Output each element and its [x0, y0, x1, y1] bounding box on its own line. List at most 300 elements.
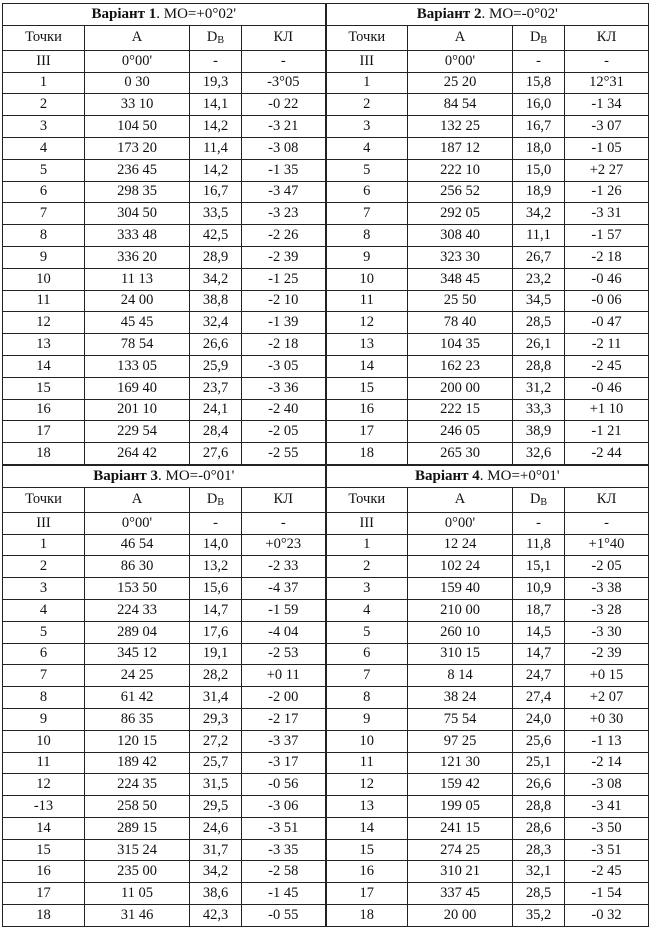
azimuth-cell: 200 00 — [408, 377, 513, 399]
point-cell: 11 — [326, 752, 408, 774]
kl-cell: -0 47 — [565, 312, 649, 334]
point-cell: 10 — [326, 268, 408, 290]
table-row — [3, 817, 649, 839]
distance-cell: 23,7 — [190, 377, 242, 399]
kl-cell: -3 51 — [565, 839, 649, 861]
kl-cell: -1 05 — [565, 137, 649, 159]
kl-cell: -2 44 — [565, 443, 649, 465]
kl-cell: -3 23 — [242, 203, 326, 225]
header-distance-letter: D — [529, 29, 541, 46]
point-cell: 8 — [3, 225, 85, 247]
distance-cell: 34,2 — [513, 203, 565, 225]
kl-cell: -2 05 — [242, 421, 326, 443]
station-cell: - — [190, 512, 242, 534]
point-cell: 16 — [3, 399, 85, 421]
kl-cell: -1 13 — [565, 730, 649, 752]
distance-cell: 11,1 — [513, 225, 565, 247]
kl-cell: -3 07 — [565, 116, 649, 138]
table-row — [3, 621, 649, 643]
point-cell: 11 — [326, 290, 408, 312]
point-cell: 7 — [3, 665, 85, 687]
point-cell: 18 — [326, 443, 408, 465]
distance-cell: 18,0 — [513, 137, 565, 159]
kl-cell: -2 39 — [565, 643, 649, 665]
distance-cell: 28,6 — [513, 817, 565, 839]
station-cell: - — [190, 50, 242, 72]
azimuth-cell: 304 50 — [85, 203, 190, 225]
kl-cell: -3 41 — [565, 796, 649, 818]
variant-name: Варіант 2 — [416, 5, 482, 22]
kl-cell: -3 05 — [242, 355, 326, 377]
table-row — [3, 268, 649, 290]
distance-cell: 31,4 — [190, 687, 242, 709]
point-cell: 9 — [3, 708, 85, 730]
kl-cell: +1°40 — [565, 534, 649, 556]
point-cell: 11 — [3, 752, 85, 774]
point-cell: 13 — [326, 796, 408, 818]
azimuth-cell: 121 30 — [408, 752, 513, 774]
distance-cell: 38,9 — [513, 421, 565, 443]
kl-cell: -2 55 — [242, 443, 326, 465]
kl-cell: -4 37 — [242, 578, 326, 600]
kl-cell: -0 46 — [565, 377, 649, 399]
point-cell: 14 — [3, 817, 85, 839]
kl-cell: -2 14 — [565, 752, 649, 774]
azimuth-cell: 265 30 — [408, 443, 513, 465]
point-cell: 5 — [3, 621, 85, 643]
point-cell: 12 — [3, 774, 85, 796]
point-cell: 3 — [3, 578, 85, 600]
distance-cell: 26,6 — [513, 774, 565, 796]
station-cell: ІІІ — [3, 50, 85, 72]
station-row — [3, 512, 649, 534]
distance-cell: 14,1 — [190, 94, 242, 116]
distance-cell: 27,4 — [513, 687, 565, 709]
kl-cell: -2 18 — [242, 334, 326, 356]
azimuth-cell: 24 00 — [85, 290, 190, 312]
kl-cell: -1 45 — [242, 883, 326, 905]
azimuth-cell: 310 21 — [408, 861, 513, 883]
table-row — [3, 246, 649, 268]
distance-cell: 31,2 — [513, 377, 565, 399]
table-row — [3, 861, 649, 883]
distance-cell: 28,8 — [513, 355, 565, 377]
variant-separator: . — [157, 467, 162, 484]
station-cell: - — [513, 50, 565, 72]
kl-cell: +0 15 — [565, 665, 649, 687]
station-cell: 0°00' — [408, 512, 513, 534]
distance-cell: 35,2 — [513, 905, 565, 927]
point-cell: 14 — [326, 817, 408, 839]
distance-cell: 26,1 — [513, 334, 565, 356]
azimuth-cell: 298 35 — [85, 181, 190, 203]
kl-cell: -1 21 — [565, 421, 649, 443]
azimuth-cell: 229 54 — [85, 421, 190, 443]
azimuth-cell: 308 40 — [408, 225, 513, 247]
station-cell: 0°00' — [85, 512, 190, 534]
distance-cell: 13,2 — [190, 556, 242, 578]
distance-cell: 28,8 — [513, 796, 565, 818]
point-cell: 12 — [326, 312, 408, 334]
distance-cell: 32,1 — [513, 861, 565, 883]
azimuth-cell: 12 24 — [408, 534, 513, 556]
kl-cell: -0 06 — [565, 290, 649, 312]
distance-cell: 16,7 — [513, 116, 565, 138]
distance-cell: 15,0 — [513, 159, 565, 181]
azimuth-cell: 159 40 — [408, 578, 513, 600]
table-row — [3, 443, 649, 465]
point-cell: -13 — [3, 796, 85, 818]
distance-cell: 26,6 — [190, 334, 242, 356]
table-row — [3, 687, 649, 709]
kl-cell: -3 31 — [565, 203, 649, 225]
header-distance — [513, 487, 565, 512]
azimuth-cell: 337 45 — [408, 883, 513, 905]
station-cell: ІІІ — [3, 512, 85, 534]
point-cell: 14 — [326, 355, 408, 377]
variant-separator: . — [479, 467, 484, 484]
point-cell: 2 — [3, 94, 85, 116]
distance-cell: 28,3 — [513, 839, 565, 861]
azimuth-cell: 20 00 — [408, 905, 513, 927]
azimuth-cell: 187 12 — [408, 137, 513, 159]
azimuth-cell: 345 12 — [85, 643, 190, 665]
distance-cell: 29,5 — [190, 796, 242, 818]
distance-cell: 28,9 — [190, 246, 242, 268]
table-row — [3, 643, 649, 665]
azimuth-cell: 210 00 — [408, 599, 513, 621]
distance-cell: 31,5 — [190, 774, 242, 796]
azimuth-cell: 348 45 — [408, 268, 513, 290]
variant-mo: МО=-0°01' — [165, 467, 235, 484]
point-cell: 4 — [3, 599, 85, 621]
azimuth-cell: 274 25 — [408, 839, 513, 861]
point-cell: 4 — [326, 137, 408, 159]
kl-cell: -1 54 — [565, 883, 649, 905]
point-cell: 6 — [326, 643, 408, 665]
table-row — [3, 578, 649, 600]
distance-cell: 11,8 — [513, 534, 565, 556]
azimuth-cell: 104 35 — [408, 334, 513, 356]
table-row — [3, 534, 649, 556]
table-row — [3, 72, 649, 94]
point-cell: 1 — [3, 72, 85, 94]
point-cell: 14 — [3, 355, 85, 377]
azimuth-cell: 260 10 — [408, 621, 513, 643]
distance-cell: 17,6 — [190, 621, 242, 643]
point-cell: 5 — [326, 159, 408, 181]
azimuth-cell: 132 25 — [408, 116, 513, 138]
point-cell: 17 — [326, 883, 408, 905]
point-cell: 4 — [326, 599, 408, 621]
distance-cell: 11,4 — [190, 137, 242, 159]
distance-cell: 14,5 — [513, 621, 565, 643]
header-distance — [513, 25, 565, 50]
header-point: Точки — [3, 487, 85, 512]
distance-cell: 24,6 — [190, 817, 242, 839]
point-cell: 2 — [3, 556, 85, 578]
point-cell: 6 — [3, 181, 85, 203]
table-row — [3, 312, 649, 334]
kl-cell: -3 47 — [242, 181, 326, 203]
kl-cell: -0 46 — [565, 268, 649, 290]
header-distance-subscript: В — [540, 497, 548, 509]
header-azimuth: А — [85, 25, 190, 50]
point-cell: 4 — [3, 137, 85, 159]
variant-title — [3, 465, 326, 487]
point-cell: 15 — [326, 839, 408, 861]
distance-cell: 32,6 — [513, 443, 565, 465]
kl-cell: -2 17 — [242, 708, 326, 730]
kl-cell: -0 22 — [242, 94, 326, 116]
column-header-row — [3, 487, 649, 512]
header-distance-subscript: В — [217, 35, 225, 47]
distance-cell: 27,2 — [190, 730, 242, 752]
distance-cell: 26,7 — [513, 246, 565, 268]
station-row — [3, 50, 649, 72]
distance-cell: 19,3 — [190, 72, 242, 94]
header-distance-subscript: В — [540, 35, 548, 47]
distance-cell: 14,0 — [190, 534, 242, 556]
point-cell: 12 — [3, 312, 85, 334]
station-cell: 0°00' — [408, 50, 513, 72]
point-cell: 16 — [326, 861, 408, 883]
table-row — [3, 137, 649, 159]
point-cell: 15 — [3, 377, 85, 399]
point-cell: 7 — [3, 203, 85, 225]
table-row — [3, 159, 649, 181]
distance-cell: 14,7 — [513, 643, 565, 665]
azimuth-cell: 8 14 — [408, 665, 513, 687]
distance-cell: 16,7 — [190, 181, 242, 203]
azimuth-cell: 246 05 — [408, 421, 513, 443]
distance-cell: 25,1 — [513, 752, 565, 774]
table-row — [3, 290, 649, 312]
distance-cell: 19,1 — [190, 643, 242, 665]
azimuth-cell: 11 05 — [85, 883, 190, 905]
kl-cell: -1 34 — [565, 94, 649, 116]
distance-cell: 25,7 — [190, 752, 242, 774]
azimuth-cell: 0 30 — [85, 72, 190, 94]
header-point: Точки — [3, 25, 85, 50]
distance-cell: 27,6 — [190, 443, 242, 465]
header-azimuth: А — [85, 487, 190, 512]
table-row — [3, 665, 649, 687]
point-cell: 18 — [3, 905, 85, 927]
kl-cell: 12°31 — [565, 72, 649, 94]
table-row — [3, 377, 649, 399]
table-row — [3, 334, 649, 356]
azimuth-cell: 289 04 — [85, 621, 190, 643]
distance-cell: 18,7 — [513, 599, 565, 621]
variant-separator: . — [156, 5, 160, 22]
distance-cell: 14,7 — [190, 599, 242, 621]
point-cell: 17 — [326, 421, 408, 443]
azimuth-cell: 201 10 — [85, 399, 190, 421]
kl-cell: -3 21 — [242, 116, 326, 138]
variant-title — [3, 4, 326, 26]
azimuth-cell: 61 42 — [85, 687, 190, 709]
distance-cell: 15,1 — [513, 556, 565, 578]
kl-cell: -2 33 — [242, 556, 326, 578]
point-cell: 9 — [3, 246, 85, 268]
kl-cell: -1 26 — [565, 181, 649, 203]
azimuth-cell: 25 20 — [408, 72, 513, 94]
kl-cell: -2 39 — [242, 246, 326, 268]
azimuth-cell: 133 05 — [85, 355, 190, 377]
distance-cell: 42,3 — [190, 905, 242, 927]
distance-cell: 24,1 — [190, 399, 242, 421]
header-distance — [190, 487, 242, 512]
station-cell: - — [242, 50, 326, 72]
azimuth-cell: 46 54 — [85, 534, 190, 556]
distance-cell: 34,2 — [190, 268, 242, 290]
kl-cell: -2 26 — [242, 225, 326, 247]
table-row — [3, 225, 649, 247]
point-cell: 9 — [326, 708, 408, 730]
table-row — [3, 752, 649, 774]
station-cell: - — [565, 50, 649, 72]
kl-cell: -0 56 — [242, 774, 326, 796]
azimuth-cell: 222 15 — [408, 399, 513, 421]
point-cell: 3 — [326, 578, 408, 600]
azimuth-cell: 104 50 — [85, 116, 190, 138]
point-cell: 16 — [3, 861, 85, 883]
azimuth-cell: 78 54 — [85, 334, 190, 356]
point-cell: 13 — [3, 334, 85, 356]
variant-title — [326, 4, 649, 26]
azimuth-cell: 310 15 — [408, 643, 513, 665]
kl-cell: -2 10 — [242, 290, 326, 312]
azimuth-cell: 169 40 — [85, 377, 190, 399]
point-cell: 5 — [3, 159, 85, 181]
distance-cell: 14,2 — [190, 116, 242, 138]
header-azimuth: А — [408, 25, 513, 50]
variant-name: Варіант 3 — [93, 467, 158, 484]
azimuth-cell: 258 50 — [85, 796, 190, 818]
point-cell: 8 — [326, 687, 408, 709]
point-cell: 3 — [326, 116, 408, 138]
kl-cell: -3 17 — [242, 752, 326, 774]
kl-cell: -3 36 — [242, 377, 326, 399]
point-cell: 13 — [326, 334, 408, 356]
distance-cell: 31,7 — [190, 839, 242, 861]
point-cell: 9 — [326, 246, 408, 268]
point-cell: 15 — [326, 377, 408, 399]
kl-cell: -2 45 — [565, 861, 649, 883]
kl-cell: +2 07 — [565, 687, 649, 709]
variant-mo: МО=+0°02' — [163, 5, 237, 22]
distance-cell: 18,9 — [513, 181, 565, 203]
distance-cell: 14,2 — [190, 159, 242, 181]
azimuth-cell: 224 33 — [85, 599, 190, 621]
kl-cell: -2 58 — [242, 861, 326, 883]
azimuth-cell: 235 00 — [85, 861, 190, 883]
azimuth-cell: 241 15 — [408, 817, 513, 839]
header-point: Точки — [326, 487, 408, 512]
kl-cell: -2 45 — [565, 355, 649, 377]
table-row — [3, 181, 649, 203]
azimuth-cell: 264 42 — [85, 443, 190, 465]
station-cell: - — [513, 512, 565, 534]
kl-cell: -2 18 — [565, 246, 649, 268]
point-cell: 8 — [3, 687, 85, 709]
point-cell: 6 — [326, 181, 408, 203]
kl-cell: +0 11 — [242, 665, 326, 687]
kl-cell: -3 08 — [565, 774, 649, 796]
variant-title — [326, 465, 649, 487]
azimuth-cell: 315 24 — [85, 839, 190, 861]
azimuth-cell: 75 54 — [408, 708, 513, 730]
point-cell: 10 — [3, 268, 85, 290]
azimuth-cell: 120 15 — [85, 730, 190, 752]
kl-cell: -1 57 — [565, 225, 649, 247]
point-cell: 1 — [326, 534, 408, 556]
table-row — [3, 421, 649, 443]
point-cell: 1 — [326, 72, 408, 94]
distance-cell: 23,2 — [513, 268, 565, 290]
azimuth-cell: 189 42 — [85, 752, 190, 774]
header-distance-subscript: В — [217, 497, 225, 509]
header-kl: КЛ — [565, 25, 649, 50]
kl-cell: -3 06 — [242, 796, 326, 818]
point-cell: 5 — [326, 621, 408, 643]
table-row — [3, 203, 649, 225]
table-row — [3, 355, 649, 377]
distance-cell: 29,3 — [190, 708, 242, 730]
azimuth-cell: 31 46 — [85, 905, 190, 927]
azimuth-cell: 159 42 — [408, 774, 513, 796]
point-cell: 17 — [3, 883, 85, 905]
header-kl: КЛ — [242, 487, 326, 512]
point-cell: 10 — [326, 730, 408, 752]
table-row — [3, 905, 649, 927]
azimuth-cell: 236 45 — [85, 159, 190, 181]
azimuth-cell: 78 40 — [408, 312, 513, 334]
kl-cell: +1 10 — [565, 399, 649, 421]
kl-cell: -1 39 — [242, 312, 326, 334]
azimuth-cell: 256 52 — [408, 181, 513, 203]
distance-cell: 28,5 — [513, 312, 565, 334]
kl-cell: -1 59 — [242, 599, 326, 621]
table-row — [3, 556, 649, 578]
kl-cell: -3 35 — [242, 839, 326, 861]
distance-cell: 33,3 — [513, 399, 565, 421]
point-cell: 15 — [3, 839, 85, 861]
distance-cell: 38,6 — [190, 883, 242, 905]
distance-cell: 15,6 — [190, 578, 242, 600]
point-cell: 6 — [3, 643, 85, 665]
station-cell: ІІІ — [326, 50, 408, 72]
distance-cell: 25,6 — [513, 730, 565, 752]
distance-cell: 15,8 — [513, 72, 565, 94]
table-row — [3, 774, 649, 796]
distance-cell: 38,8 — [190, 290, 242, 312]
azimuth-cell: 224 35 — [85, 774, 190, 796]
azimuth-cell: 333 48 — [85, 225, 190, 247]
kl-cell: -3 28 — [565, 599, 649, 621]
point-cell: 7 — [326, 203, 408, 225]
azimuth-cell: 86 30 — [85, 556, 190, 578]
variant-name: Варіант 4 — [415, 467, 480, 484]
distance-cell: 28,5 — [513, 883, 565, 905]
azimuth-cell: 45 45 — [85, 312, 190, 334]
distance-cell: 34,2 — [190, 861, 242, 883]
kl-cell: -2 11 — [565, 334, 649, 356]
table-row — [3, 599, 649, 621]
column-header-row — [3, 25, 649, 50]
azimuth-cell: 33 10 — [85, 94, 190, 116]
